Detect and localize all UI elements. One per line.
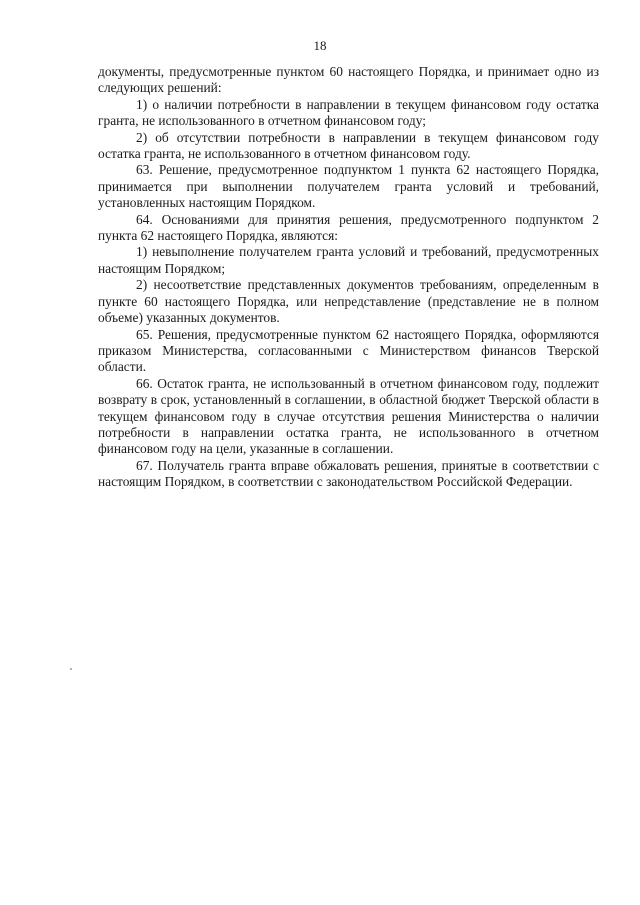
paragraph-66: 66. Остаток гранта, не использованный в отчетном финансовом году, подлежит возврату в срок, установленный в соглашении, в областной бюджет Тверской области в текущем финансовом году в случае отсутствия решения Министерства о наличии потребности в направлении остатка гранта, не использованного в отчетном финансовом году на цели, указанные в соглашении. xyxy=(98,375,599,457)
document-body xyxy=(98,64,599,491)
paragraph-intro: документы, предусмотренные пунктом 60 настоящего Порядка, и принимает одно из следующих решений: xyxy=(98,64,599,96)
paragraph-64: 64. Основаниями для принятия решения, предусмотренного подпунктом 2 пункта 62 настоящего Порядка, являются: xyxy=(98,211,599,244)
paragraph-decision-2: 2) об отсутствии потребности в направлении в текущем финансовом году остатка гранта, не использованного в отчетном финансовом году. xyxy=(98,129,599,162)
paragraph-64-item-2: 2) несоответствие представленных документов требованиям, определенным в пункте 60 настоящего Порядка, или непредставление (представление не в полном объеме) указанных документов. xyxy=(98,277,599,326)
paragraph-67: 67. Получатель гранта вправе обжаловать решения, принятые в соответствии с настоящим Порядком, в соответствии с законодательством Российской Федерации. xyxy=(98,457,599,490)
page-number: 18 xyxy=(313,38,327,53)
scan-speck xyxy=(70,668,72,670)
paragraph-63: 63. Решение, предусмотренное подпунктом 1 пункта 62 настоящего Порядка, принимается при выполнении получателем гранта условий и требований, установленных настоящим Порядком. xyxy=(98,162,599,211)
paragraph-decision-1: 1) о наличии потребности в направлении в текущем финансовом году остатка гранта, не использованного в отчетном финансовом году; xyxy=(98,96,599,129)
paragraph-64-item-1: 1) невыполнение получателем гранта условий и требований, предусмотренных настоящим Порядком; xyxy=(98,244,599,276)
paragraph-65: 65. Решения, предусмотренные пунктом 62 настоящего Порядка, оформляются приказом Министерства, согласованными с Министерством финансов Тверской области. xyxy=(98,326,599,375)
